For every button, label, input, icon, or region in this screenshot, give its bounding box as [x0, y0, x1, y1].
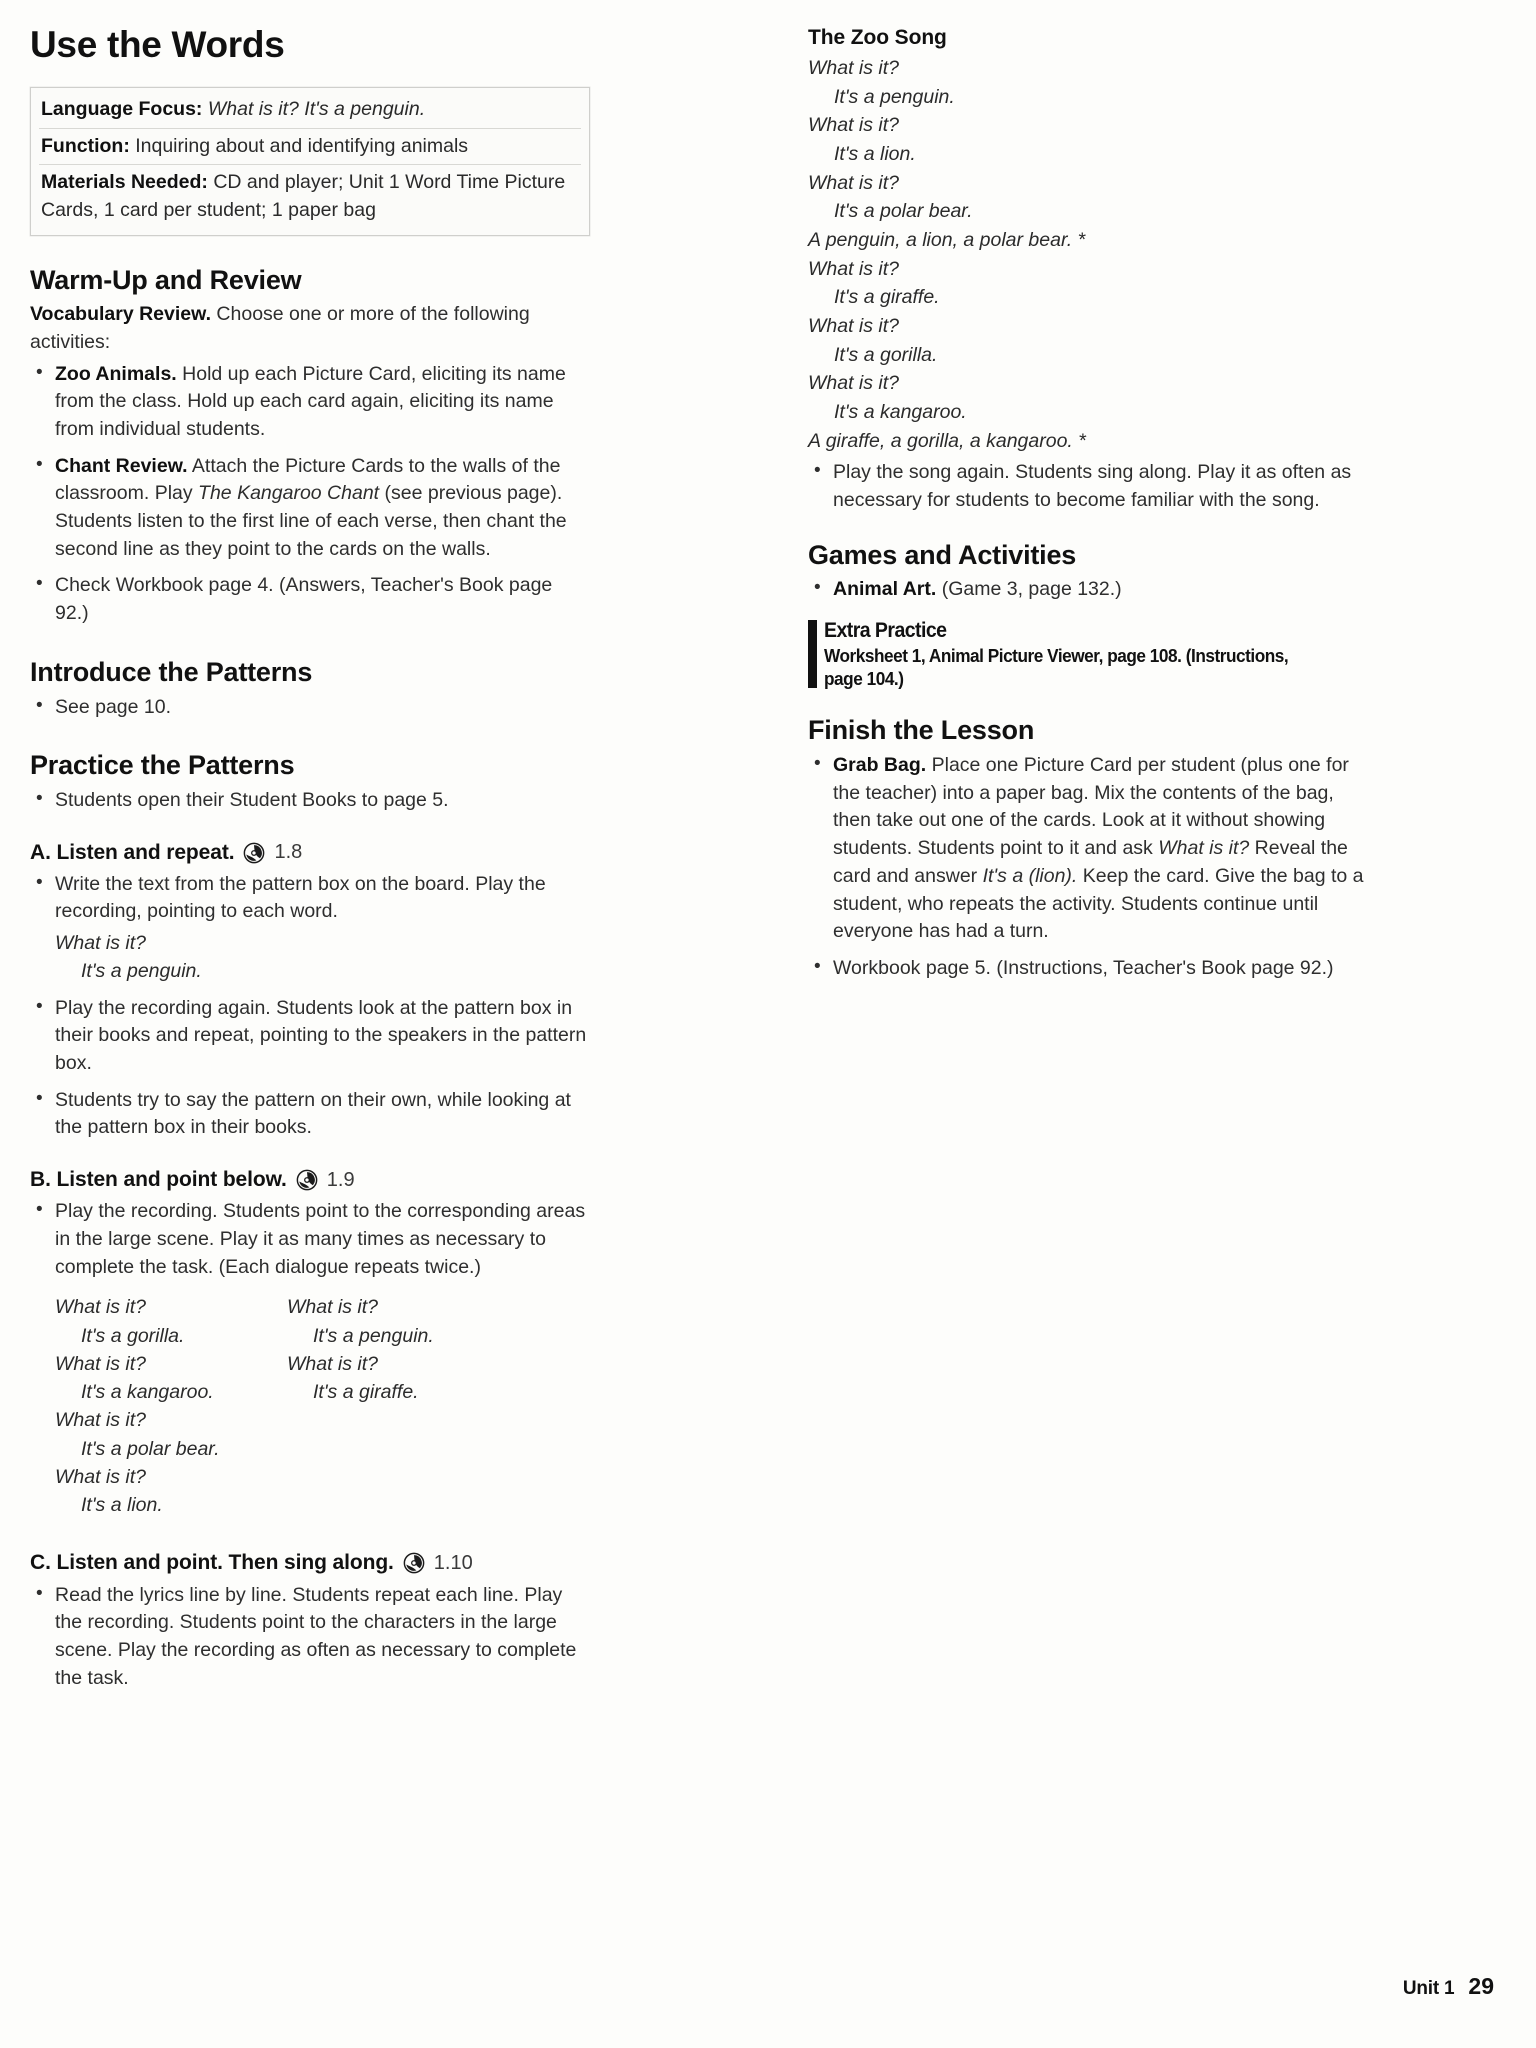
dialogue-question: What is it?	[55, 1409, 147, 1432]
vocabulary-review-label: Vocabulary Review.	[30, 303, 211, 326]
song-line: What is it?	[808, 57, 900, 79]
list-item	[808, 576, 1368, 604]
dialogue-question: What is it?	[287, 1352, 379, 1375]
cd-audio-icon	[296, 1169, 318, 1191]
activity-b-dialogue-right	[287, 1293, 519, 1519]
introduce-bullet-list	[30, 694, 590, 722]
dialogue-question: What is it?	[287, 1296, 379, 1319]
bullet-text-chant-review-b: (see previous page). Students listen to the first line of each verse, then chant the second line as they point to the cards on the walls.	[55, 482, 567, 560]
heading-activity-b	[30, 1168, 590, 1192]
song-line: It's a giraffe.	[834, 286, 940, 309]
heading-introduce-the-patterns: Introduce the Patterns	[30, 656, 313, 687]
list-item	[30, 1087, 590, 1142]
song-line: It's a gorilla.	[834, 343, 938, 366]
activity-c-track-number: 1.10	[433, 1551, 473, 1574]
info-row-language-focus	[39, 92, 581, 129]
finish-bullet-list	[808, 752, 1368, 983]
activity-c-label: C. Listen and point. Then sing along.	[30, 1551, 394, 1575]
bullet-text-zoo-animals: Hold up each Picture Card, eliciting its name from the class. Hold up each card again, eliciting its name from individual students.	[55, 362, 566, 441]
bullet-text-play-recording-again: Play the recording again. Students look at the pattern box in their books and repeat, pointing to the speakers in the pattern box.	[55, 996, 587, 1075]
bullet-text-grab-bag-2: Reveal the card and answer	[833, 837, 1348, 887]
extra-practice-title: Extra Practice	[824, 618, 947, 642]
bullet-label-grab-bag: Grab Bag.	[833, 754, 927, 777]
footer-page-number: 29	[1468, 1973, 1494, 1999]
footer-unit-label: Unit 1	[1402, 1978, 1455, 1999]
games-bullet-list	[808, 576, 1368, 604]
vocabulary-review-text: Choose one or more of the following activities:	[30, 303, 530, 353]
heading-activity-c	[30, 1551, 590, 1575]
song-bullet-list	[808, 459, 1368, 514]
list-item	[808, 955, 1368, 983]
bullet-text-animal-art: (Game 3, page 132.)	[936, 578, 1122, 601]
left-column	[30, 26, 590, 1701]
dialogue-answer: It's a giraffe.	[313, 1381, 419, 1404]
activity-a-bullet-list	[30, 871, 590, 1142]
info-label-language-focus: Language Focus:	[41, 97, 203, 120]
song-line: What is it?	[808, 372, 900, 395]
extra-practice-text: Worksheet 1, Animal Picture Viewer, page 108. (Instructions, page 104.)	[824, 645, 1289, 690]
bullet-text-read-lyrics: Read the lyrics line by line. Students repeat each line. Play the recording. Students point to the characters in the large scene. Play the recording as often as necessary to complete the task.	[55, 1583, 577, 1689]
song-line: What is it?	[808, 257, 900, 280]
activity-c-bullet-list	[30, 1582, 590, 1693]
heading-games-and-activities: Games and Activities	[808, 539, 1077, 570]
song-refrain: A giraffe, a gorilla, a kangaroo. *	[808, 429, 1086, 452]
right-column	[808, 26, 1368, 992]
dialogue-question: What is it?	[55, 1465, 147, 1488]
dialogue-answer: It's a lion.	[81, 1494, 163, 1517]
song-refrain: A penguin, a lion, a polar bear. *	[808, 228, 1086, 251]
song-line: What is it?	[808, 314, 900, 337]
song-line: It's a penguin.	[834, 85, 955, 108]
vocabulary-review-intro	[30, 301, 590, 356]
activity-a-dialogue	[55, 929, 590, 986]
list-item	[30, 1582, 590, 1693]
heading-finish-the-lesson: Finish the Lesson	[808, 715, 1035, 746]
song-line: It's a kangaroo.	[834, 400, 967, 423]
page-title: Use the Words	[30, 24, 285, 65]
info-row-function	[39, 129, 581, 166]
dialogue-answer: It's a penguin.	[313, 1324, 434, 1347]
bullet-text-write-pattern-box: Write the text from the pattern box on the board. Play the recording, pointing to each word.	[55, 872, 546, 923]
activity-a-label: A. Listen and repeat.	[30, 840, 235, 864]
heading-activity-a	[30, 841, 590, 865]
heading-warm-up-and-review: Warm-Up and Review	[30, 264, 302, 295]
cd-audio-icon	[243, 842, 265, 864]
bullet-label-chant-review: Chant Review.	[55, 454, 188, 477]
song-line: What is it?	[808, 171, 900, 194]
cd-audio-icon	[403, 1552, 425, 1574]
bullet-label-animal-art: Animal Art.	[833, 578, 937, 601]
dialogue-question: What is it?	[55, 1352, 147, 1375]
bullet-text-check-workbook: Check Workbook page 4. (Answers, Teacher's Book page 92.)	[55, 574, 553, 625]
song-line: It's a polar bear.	[834, 200, 973, 223]
list-item	[30, 787, 590, 815]
activity-b-label: B. Listen and point below.	[30, 1168, 287, 1192]
song-line: It's a lion.	[834, 142, 916, 165]
bullet-italic-its-a-lion: It's a (lion).	[982, 864, 1078, 887]
list-item	[30, 361, 590, 444]
bullet-label-zoo-animals: Zoo Animals.	[55, 362, 177, 385]
song-line: What is it?	[808, 114, 900, 137]
activity-a-track-number: 1.8	[274, 841, 303, 864]
page-footer	[1403, 1973, 1494, 2000]
info-value-language-focus: What is it? It's a penguin.	[207, 97, 426, 120]
info-value-function: Inquiring about and identifying animals	[135, 134, 469, 157]
dialogue-answer: It's a kangaroo.	[81, 1381, 214, 1404]
list-item	[30, 694, 590, 722]
list-item	[808, 752, 1368, 946]
bullet-text-chant-review-a: Attach the Picture Cards to the walls of the classroom. Play	[55, 454, 561, 505]
bullet-text-play-song-again: Play the song again. Students sing along. Play it as often as necessary for students to become familiar with the song.	[833, 461, 1352, 511]
activity-b-bullet-list	[30, 1198, 590, 1281]
list-item	[808, 459, 1368, 514]
warm-up-bullet-list	[30, 361, 590, 628]
list-item	[30, 572, 590, 627]
bullet-text-play-recording-point: Play the recording. Students point to the corresponding areas in the large scene. Play it as many times as necessary to complete the task. (Each dialogue repeats twice.)	[55, 1200, 586, 1278]
info-row-materials-needed	[39, 165, 581, 228]
dialogue-question: What is it?	[55, 932, 147, 955]
bullet-italic-kangaroo-chant: The Kangaroo Chant	[198, 482, 380, 505]
dialogue-answer: It's a penguin.	[81, 960, 202, 983]
dialogue-answer: It's a gorilla.	[81, 1324, 185, 1347]
list-item	[30, 995, 590, 1078]
song-title: The Zoo Song	[808, 26, 947, 49]
activity-b-dialogue-left	[55, 1293, 287, 1519]
extra-practice-callout	[808, 618, 1368, 690]
dialogue-question: What is it?	[55, 1296, 147, 1319]
dialogue-answer: It's a polar bear.	[81, 1437, 220, 1460]
info-label-materials: Materials Needed:	[41, 171, 208, 194]
list-item	[30, 453, 590, 564]
bullet-text-grab-bag-1: Place one Picture Card per student (plus one for the teacher) into a paper bag. Mix the contents of the bag, then take out one of the cards. Look at it without showing students. Students point to it and ask	[833, 754, 1349, 860]
activity-b-dialogue-columns	[55, 1290, 590, 1525]
list-item	[30, 871, 590, 986]
activity-b-track-number: 1.9	[326, 1168, 355, 1191]
lesson-info-box	[30, 87, 590, 236]
bullet-text-say-pattern-own: Students try to say the pattern on their own, while looking at the pattern box in their books.	[55, 1088, 571, 1139]
practice-bullet-list	[30, 787, 590, 815]
bullet-italic-what-is-it: What is it?	[1158, 837, 1250, 860]
bullet-text-workbook-page-5: Workbook page 5. (Instructions, Teacher's Book page 92.)	[833, 956, 1334, 979]
song-lyrics	[808, 54, 1368, 455]
list-item	[30, 1198, 590, 1281]
info-value-materials: CD and player; Unit 1 Word Time Picture Cards, 1 card per student; 1 paper bag	[41, 171, 566, 221]
bullet-text-see-page-10: See page 10.	[55, 695, 172, 718]
bullet-text-open-student-books: Students open their Student Books to page 5.	[55, 788, 449, 811]
heading-practice-the-patterns: Practice the Patterns	[30, 750, 295, 781]
bullet-text-grab-bag-3: Keep the card. Give the bag to a student, who repeats the activity. Students continue until everyone has had a turn.	[833, 864, 1364, 943]
info-label-function: Function:	[41, 134, 130, 157]
